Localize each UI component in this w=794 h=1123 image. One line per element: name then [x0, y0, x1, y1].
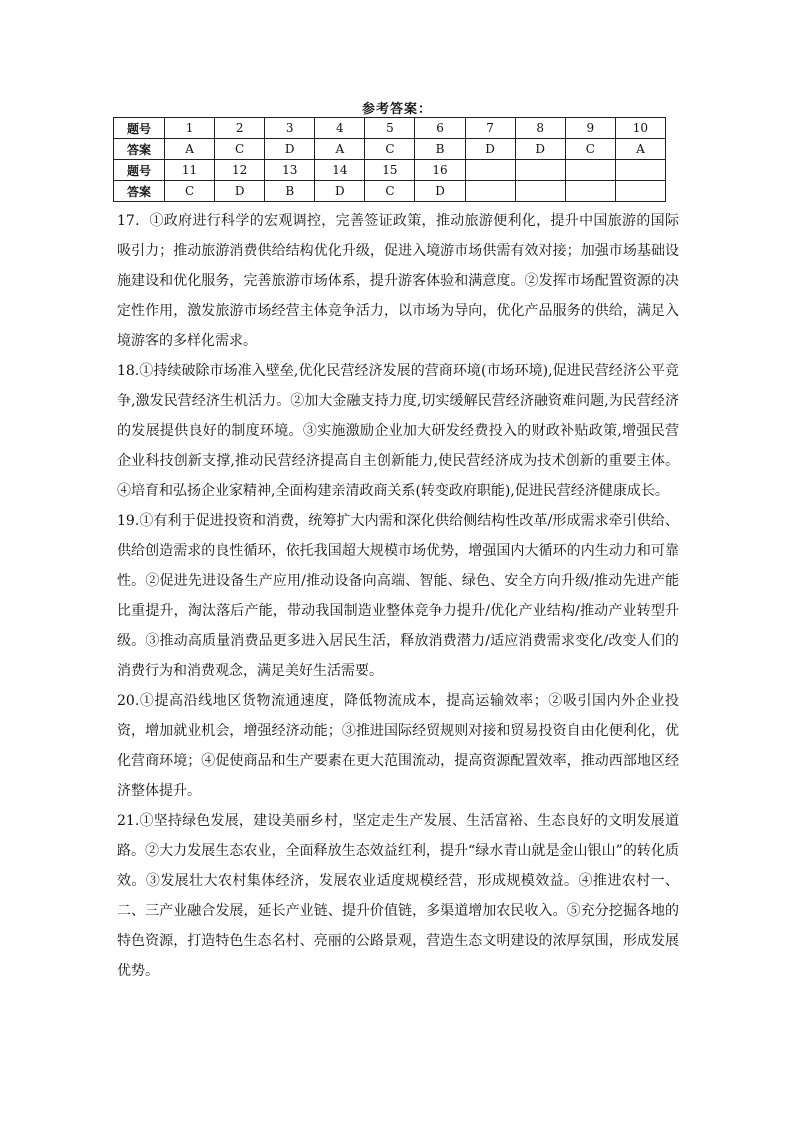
- table-cell: B: [415, 139, 465, 160]
- answer-key-title: 参考答案：: [361, 102, 432, 117]
- table-cell: 10: [615, 118, 665, 139]
- row-header: 答案: [114, 139, 165, 160]
- table-cell: C: [565, 139, 615, 160]
- table-cell: C: [365, 139, 415, 160]
- table-cell: [465, 160, 515, 181]
- table-cell: 11: [165, 160, 215, 181]
- answer-body: [117, 206, 679, 986]
- table-cell: 9: [565, 118, 615, 139]
- table-cell: 5: [365, 118, 415, 139]
- table-cell: 8: [515, 118, 565, 139]
- table-cell: [465, 181, 515, 202]
- table-cell: [515, 181, 565, 202]
- table-row: [114, 181, 666, 202]
- table-row: [114, 139, 666, 160]
- table-cell: 12: [215, 160, 265, 181]
- table-cell: C: [365, 181, 415, 202]
- table-cell: 14: [315, 160, 365, 181]
- answer-table: [113, 117, 666, 202]
- table-cell: C: [215, 139, 265, 160]
- table-cell: 4: [315, 118, 365, 139]
- table-cell: 7: [465, 118, 515, 139]
- table-cell: [565, 160, 615, 181]
- table-cell: 13: [265, 160, 315, 181]
- table-cell: A: [615, 139, 665, 160]
- table-cell: B: [265, 181, 315, 202]
- table-cell: D: [215, 181, 265, 202]
- table-cell: 16: [415, 160, 465, 181]
- table-cell: D: [515, 139, 565, 160]
- answer-19: 19.①有利于促进投资和消费，统筹扩大内需和深化供给侧结构性改革/形成需求牵引供给、供给创造需求的良性循环，依托我国超大规模市场优势，增强国内大循环的内生动力和可靠性。②促进先进设备生产应用/推动设备向高端、智能、绿色、安全方向升级/推动先进产能比重提升，淘汰落后产能，带动我国制造业整体竞争力提升/优化产业结构/推动产业转型升级。③推动高质量消费品更多进入居民生活，释放消费潜力/适应消费需求变化/改变人们的消费行为和消费观念，满足美好生活需要。: [117, 513, 679, 679]
- answer-21: 21.①坚持绿色发展，建设美丽乡村，坚定走生产发展、生活富裕、生态良好的文明发展道路。②大力发展生态农业，全面释放生态效益红利，提升“绿水青山就是金山银山”的转化质效。③发展壮大农村集体经济，发展农业适度规模经营，形成规模效益。④推进农村一、二、三产业融合发展，延长产业链、提升价值链，多渠道增加农民收入。⑤充分挖掘各地的特色资源，打造特色生态名村、亮丽的公路景观，营造生态文明建设的浓厚氛围，形成发展优势。: [117, 813, 679, 979]
- row-header: 题号: [114, 160, 165, 181]
- table-cell: 2: [215, 118, 265, 139]
- row-header: 答案: [114, 181, 165, 202]
- table-cell: 3: [265, 118, 315, 139]
- table-cell: D: [465, 139, 515, 160]
- table-cell: D: [415, 181, 465, 202]
- table-cell: A: [165, 139, 215, 160]
- answer-17: 17．①政府进行科学的宏观调控，完善签证政策，推动旅游便利化，提升中国旅游的国际吸引力；推动旅游消费供给结构优化升级，促进入境游市场供需有效对接；加强市场基础设施建设和优化服务，完善旅游市场体系，提升游客体验和满意度。②发挥市场配置资源的决定性作用，激发旅游市场经营主体竞争活力，以市场为导向，优化产品服务的供给，满足入境游客的多样化需求。: [117, 213, 679, 349]
- table-cell: [565, 181, 615, 202]
- table-cell: C: [165, 181, 215, 202]
- table-cell: 1: [165, 118, 215, 139]
- table-cell: 15: [365, 160, 415, 181]
- answer-20: 20.①提高沿线地区货物流通速度，降低物流成本，提高运输效率；②吸引国内外企业投资，增加就业机会，增强经济动能；③推进国际经贸规则对接和贸易投资自由化便利化，优化营商环境；④促使商品和生产要素在更大范围流动，提高资源配置效率，推动西部地区经济整体提升。: [117, 693, 679, 799]
- table-cell: [615, 181, 665, 202]
- table-cell: A: [315, 139, 365, 160]
- table-cell: 6: [415, 118, 465, 139]
- table-row: [114, 118, 666, 139]
- answer-18: 18.①持续破除市场准入壁垒,优化民营经济发展的营商环境(市场环境),促进民营经济公平竞争,激发民营经济生机活力。②加大金融支持力度,切实缓解民营经济融资难问题,为民营经济的发展提供良好的制度环境。③实施激励企业加大研发经费投入的财政补贴政策,增强民营企业科技创新支撑,推动民营经济提高自主创新能力,使民营经济成为技术创新的重要主体。④培育和弘扬企业家精神,全面构建亲清政商关系(转变政府职能),促进民营经济健康成长。: [117, 363, 679, 499]
- table-cell: D: [315, 181, 365, 202]
- row-header: 题号: [114, 118, 165, 139]
- table-cell: [615, 160, 665, 181]
- table-cell: D: [265, 139, 315, 160]
- table-cell: [515, 160, 565, 181]
- table-row: [114, 160, 666, 181]
